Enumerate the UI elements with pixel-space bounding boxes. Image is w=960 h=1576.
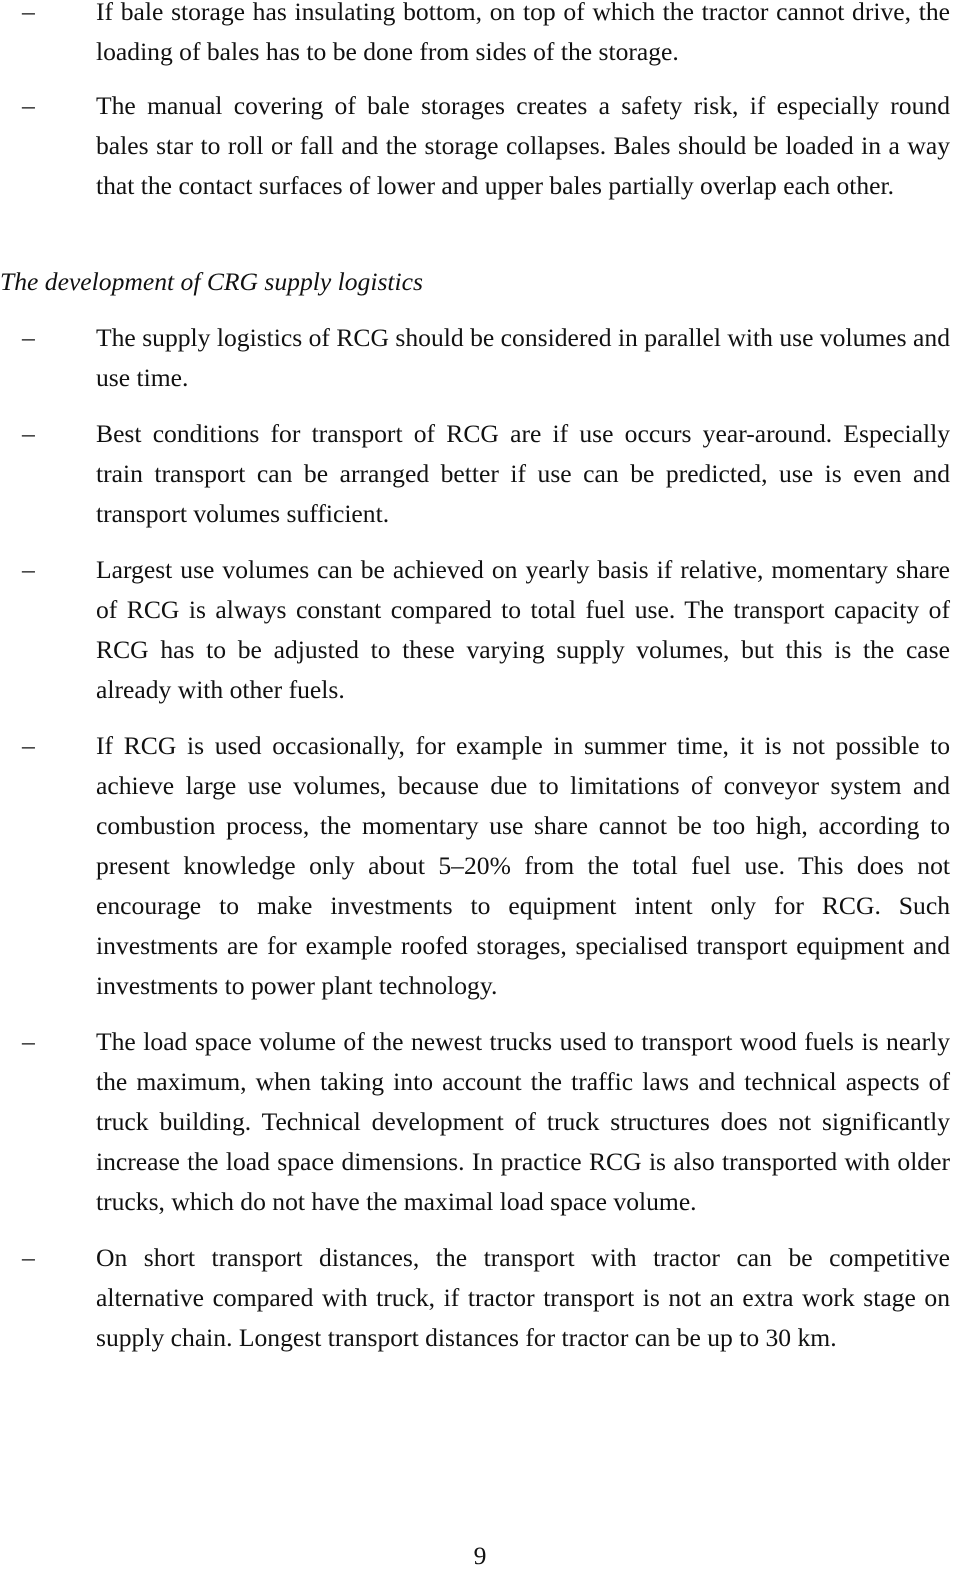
dash-marker: – <box>22 731 35 760</box>
list-item <box>0 318 960 398</box>
list-item <box>0 0 960 72</box>
list-item <box>0 550 960 710</box>
dash-marker: – <box>22 1027 35 1056</box>
dash-marker: – <box>22 323 35 352</box>
dash-marker: – <box>22 1243 35 1272</box>
list-item-text: On short transport distances, the transport with tractor can be competitive alternative compared with truck, if tractor transport is not an extra work stage on supply chain. Longest transport distances for tractor can be up to 30 km. <box>96 1243 950 1352</box>
list-item-text: Largest use volumes can be achieved on yearly basis if relative, momentary share of RCG is always constant compared to total fuel use. The transport capacity of RCG has to be adjusted to these varying supply volumes, but this is the case already with other fuels. <box>96 555 950 704</box>
list-item-text: Best conditions for transport of RCG are if use occurs year-around. Especially train transport can be arranged better if use can be predicted, use is even and transport volumes sufficient. <box>96 419 950 528</box>
dash-marker: – <box>22 555 35 584</box>
top-bullet-list <box>0 0 960 206</box>
list-item-text: The supply logistics of RCG should be considered in parallel with use volumes and use time. <box>96 323 950 392</box>
list-item <box>0 726 960 1006</box>
list-item-text: The load space volume of the newest trucks used to transport wood fuels is nearly the maximum, when taking into account the traffic laws and technical aspects of truck building. Technical development of truck structures does not significantly increase the load space dimensions. In practice RCG is also transported with older trucks, which do not have the maximal load space volume. <box>96 1027 950 1216</box>
list-item <box>0 86 960 206</box>
main-bullet-list <box>0 318 960 1358</box>
section-heading: The development of CRG supply logistics <box>0 267 423 296</box>
list-item <box>0 1022 960 1222</box>
dash-marker: – <box>22 419 35 448</box>
list-item <box>0 414 960 534</box>
dash-marker: – <box>22 91 35 120</box>
list-item-text: The manual covering of bale storages creates a safety risk, if especially round bales star to roll or fall and the storage collapses. Bales should be loaded in a way that the contact surfaces of lower and upper bales partially overlap each other. <box>96 91 950 200</box>
list-item-text: If bale storage has insulating bottom, on top of which the tractor cannot drive, the loading of bales has to be done from sides of the storage. <box>96 0 950 66</box>
dash-marker: – <box>22 0 35 26</box>
list-item-text: If RCG is used occasionally, for example in summer time, it is not possible to achieve large use volumes, because due to limitations of conveyor system and combustion process, the momentary use share cannot be too high, according to present knowledge only about 5–20% from the total fuel use. This does not encourage to make investments to equipment intent only for RCG. Such investments are for example roofed storages, specialised transport equipment and investments to power plant technology. <box>96 731 950 1000</box>
page-number: 9 <box>473 1541 487 1570</box>
list-item <box>0 1238 960 1358</box>
